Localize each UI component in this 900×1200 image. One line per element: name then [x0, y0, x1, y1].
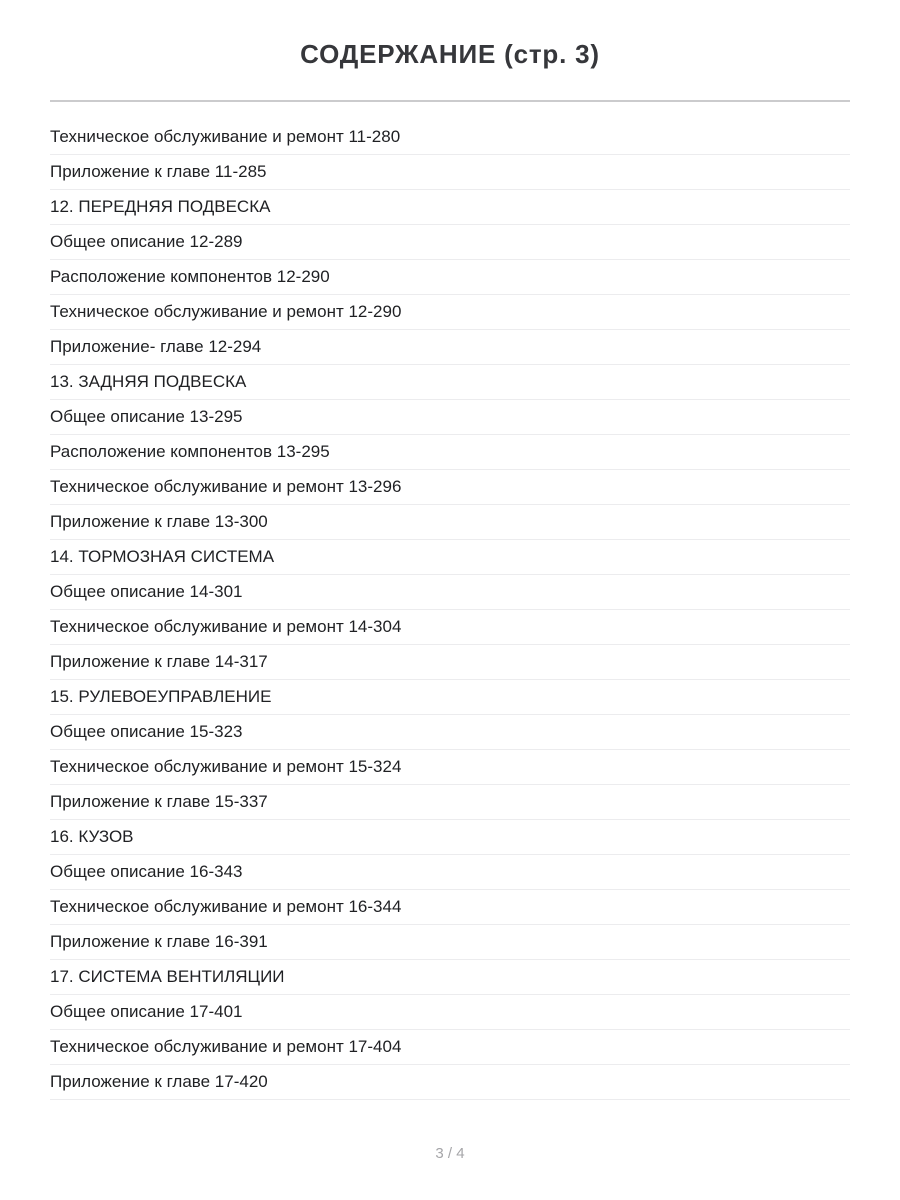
title-divider	[50, 100, 850, 102]
toc-entry-label: Расположение компонентов 13-295	[50, 442, 330, 461]
toc-entry-row	[50, 715, 850, 750]
toc-entry-row	[50, 750, 850, 785]
toc-entry-label: Общее описание 17-401	[50, 1002, 243, 1021]
toc-section-row	[50, 680, 850, 715]
toc-entry-row	[50, 295, 850, 330]
toc-entry-label: 17. СИСТЕМА ВЕНТИЛЯЦИИ	[50, 967, 285, 986]
toc-entry-row	[50, 470, 850, 505]
toc-entry-label: Техническое обслуживание и ремонт 11-280	[50, 127, 401, 146]
toc-section-row	[50, 820, 850, 855]
toc-entry-label: Приложение- главе 12-294	[50, 337, 262, 356]
toc-entry-label: 14. ТОРМОЗНАЯ СИСТЕМА	[50, 547, 275, 566]
toc-entry-row	[50, 925, 850, 960]
toc-list	[50, 120, 850, 1100]
toc-entry-row	[50, 855, 850, 890]
toc-entry-label: Техническое обслуживание и ремонт 13-296	[50, 477, 402, 496]
toc-entry-row	[50, 225, 850, 260]
toc-entry-row	[50, 645, 850, 680]
toc-entry-label: Приложение к главе 15-337	[50, 792, 268, 811]
toc-entry-label: 15. РУЛЕВОЕУПРАВЛЕНИЕ	[50, 687, 272, 706]
toc-entry-row	[50, 1030, 850, 1065]
toc-entry-label: Расположение компонентов 12-290	[50, 267, 330, 286]
toc-entry-label: Техническое обслуживание и ремонт 16-344	[50, 897, 402, 916]
toc-entry-label: Техническое обслуживание и ремонт 15-324	[50, 757, 402, 776]
toc-entry-row	[50, 785, 850, 820]
toc-entry-label: Общее описание 13-295	[50, 407, 243, 426]
toc-entry-row	[50, 120, 850, 155]
toc-entry-row	[50, 400, 850, 435]
toc-entry-label: Техническое обслуживание и ремонт 12-290	[50, 302, 402, 321]
toc-entry-row	[50, 890, 850, 925]
page-number-indicator: 3 / 4	[435, 1145, 465, 1162]
toc-entry-row	[50, 1065, 850, 1100]
toc-entry-label: Приложение к главе 14-317	[50, 652, 268, 671]
toc-section-row	[50, 365, 850, 400]
page-title: СОДЕРЖАНИЕ (стр. 3)	[300, 39, 600, 69]
toc-entry-row	[50, 575, 850, 610]
toc-entry-label: Общее описание 16-343	[50, 862, 243, 881]
toc-entry-label: Общее описание 15-323	[50, 722, 243, 741]
toc-entry-row	[50, 435, 850, 470]
toc-section-row	[50, 190, 850, 225]
toc-section-row	[50, 960, 850, 995]
toc-entry-row	[50, 995, 850, 1030]
toc-entry-label: 12. ПЕРЕДНЯЯ ПОДВЕСКА	[50, 197, 271, 216]
toc-entry-label: Приложение к главе 13-300	[50, 512, 268, 531]
toc-entry-label: Приложение к главе 17-420	[50, 1072, 268, 1091]
toc-entry-label: Приложение к главе 16-391	[50, 932, 268, 951]
toc-entry-label: Общее описание 14-301	[50, 582, 243, 601]
toc-entry-row	[50, 155, 850, 190]
toc-entry-label: Техническое обслуживание и ремонт 14-304	[50, 617, 402, 636]
toc-entry-label: 16. КУЗОВ	[50, 827, 134, 846]
toc-entry-label: Общее описание 12-289	[50, 232, 243, 251]
toc-section-row	[50, 540, 850, 575]
toc-entry-label: Приложение к главе 11-285	[50, 162, 267, 181]
toc-entry-label: 13. ЗАДНЯЯ ПОДВЕСКА	[50, 372, 247, 391]
toc-entry-row	[50, 330, 850, 365]
toc-entry-row	[50, 610, 850, 645]
toc-entry-row	[50, 505, 850, 540]
toc-entry-label: Техническое обслуживание и ремонт 17-404	[50, 1037, 402, 1056]
toc-entry-row	[50, 260, 850, 295]
